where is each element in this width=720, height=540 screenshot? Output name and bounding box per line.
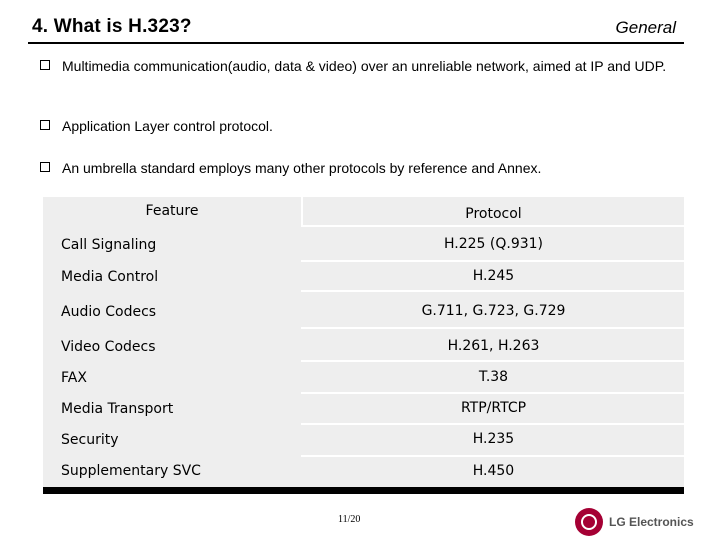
page-number: 11/20	[338, 514, 361, 525]
protocol-cell: H.245	[472, 268, 515, 284]
bullet-text: Multimedia communication(audio, data & video) over an unreliable network, aimed at IP and UDP.	[62, 58, 667, 74]
checkbox-bullet-icon	[40, 60, 50, 70]
protocol-cell: H.225 (Q.931)	[443, 236, 544, 252]
protocol-cell: H.261, H.263	[447, 338, 540, 354]
row-divider	[301, 455, 684, 457]
protocol-table	[43, 197, 684, 487]
title-divider	[28, 42, 684, 44]
bullet-item	[40, 118, 680, 134]
row-divider	[301, 260, 684, 262]
slide-category: General	[615, 18, 676, 37]
feature-cell: Media Control	[61, 269, 159, 285]
slide-title: 4. What is H.323?	[32, 16, 192, 37]
feature-cell: Supplementary SVC	[61, 463, 201, 479]
row-divider	[301, 290, 684, 292]
feature-cell: FAX	[61, 370, 87, 386]
feature-cell: Video Codecs	[61, 339, 156, 355]
protocol-cell: H.235	[472, 431, 515, 447]
row-divider	[301, 360, 684, 362]
row-divider	[301, 392, 684, 394]
protocol-cell: G.711, G.723, G.729	[421, 303, 566, 319]
lg-face-icon	[575, 508, 603, 536]
bullet-text: An umbrella standard employs many other protocols by reference and Annex.	[62, 160, 542, 176]
table-bottom-bar	[43, 487, 684, 494]
protocol-cell: T.38	[478, 369, 509, 385]
logo-text: LG Electronics	[609, 515, 694, 529]
bullet-item	[40, 58, 680, 74]
checkbox-bullet-icon	[40, 120, 50, 130]
protocol-cell: RTP/RTCP	[460, 400, 527, 416]
checkbox-bullet-icon	[40, 162, 50, 172]
bullet-text: Application Layer control protocol.	[62, 118, 273, 134]
row-divider	[301, 225, 684, 227]
lg-logo	[575, 508, 694, 536]
feature-cell: Security	[61, 432, 119, 448]
row-divider	[301, 423, 684, 425]
feature-cell: Audio Codecs	[61, 304, 157, 320]
protocol-cell: H.450	[472, 463, 515, 479]
feature-cell: Call Signaling	[61, 237, 157, 253]
row-divider	[301, 327, 684, 329]
feature-cell: Media Transport	[61, 401, 174, 417]
header-feature: Feature	[145, 203, 199, 219]
bullet-item	[40, 160, 680, 176]
header-protocol: Protocol	[465, 206, 522, 222]
